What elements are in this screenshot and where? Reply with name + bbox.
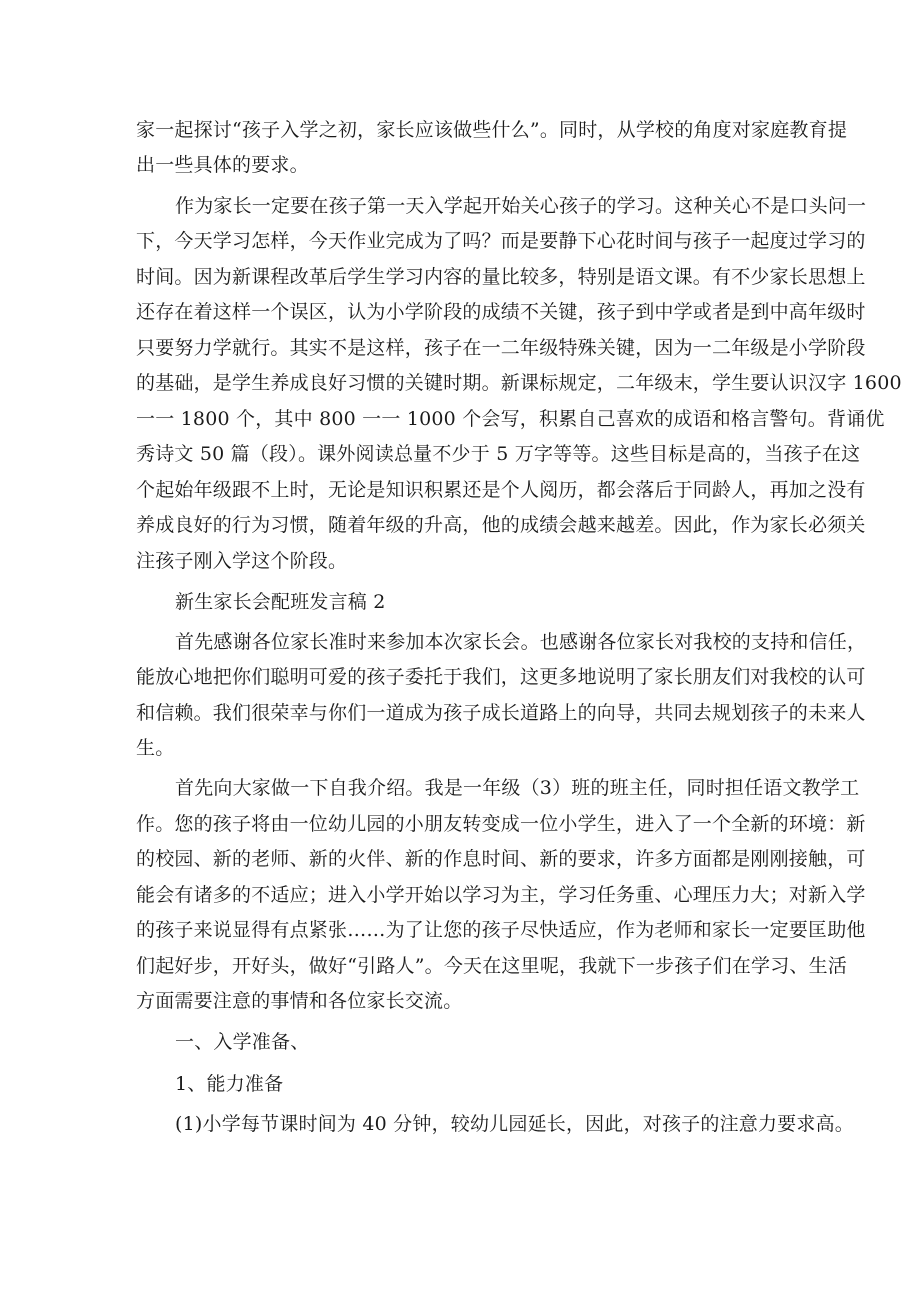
text-line: 能会有诸多的不适应；进入小学开始以学习为主，学习任务重、心理压力大；对新入学 — [136, 884, 866, 906]
text-line: 注孩子刚入学这个阶段。 — [136, 550, 348, 572]
text-line: 家一起探讨“孩子入学之初，家长应该做些什么”。同时，从学校的角度对家庭教育提 — [136, 119, 848, 141]
text-line: 出一些具体的要求。 — [136, 154, 309, 176]
text-line: 们起好步，开好头，做好“引路人”。今天在这里呢，我就下一步孩子们在学习、生活 — [136, 955, 848, 977]
text-line: 秀诗文 50 篇（段）。课外阅读总量不少于 5 万字等等。这些目标是高的，当孩子在这 — [136, 443, 861, 465]
text-line: 只要努力学就行。其实不是这样，孩子在一二年级特殊关键，因为一二年级是小学阶段 — [136, 337, 866, 359]
section-heading: 新生家长会配班发言稿 2 — [175, 591, 386, 613]
text-line: 一一 1800 个，其中 800 一一 1000 个会写，积累自己喜欢的成语和格言警句。背诵优 — [136, 408, 885, 430]
text-line: 方面需要注意的事情和各位家长交流。 — [136, 990, 463, 1012]
text-line: 个起始年级跟不上时，无论是知识积累还是个人阅历，都会落后于同龄人，再加之没有 — [136, 479, 866, 501]
section-heading: 一、入学准备、 — [175, 1031, 310, 1053]
text-line: 养成良好的行为习惯，随着年级的升高，他的成绩会越来越差。因此，作为家长必须关 — [136, 514, 866, 536]
text-line: 作为家长一定要在孩子第一天入学起开始关心孩子的学习。这种关心不是口头问一 — [175, 195, 867, 217]
text-line: 还存在着这样一个误区，认为小学阶段的成绩不关键，孩子到中学或者是到中高年级时 — [136, 301, 866, 323]
text-line: 作。您的孩子将由一位幼儿园的小朋友转变成一位小学生，进入了一个全新的环境：新 — [136, 813, 866, 835]
text-line: 下，今天学习怎样，今天作业完成为了吗？而是要静下心花时间与孩子一起度过学习的 — [136, 230, 866, 252]
text-line: (1)小学每节课时间为 40 分钟，较幼儿园延长，因此，对孩子的注意力要求高。 — [175, 1113, 854, 1135]
text-line: 和信赖。我们很荣幸与你们一道成为孩子成长道路上的向导，共同去规划孩子的未来人 — [136, 702, 866, 724]
text-line: 时间。因为新课程改革后学生学习内容的量比较多，特别是语文课。有不少家长思想上 — [136, 266, 866, 288]
text-line: 的孩子来说显得有点紧张……为了让您的孩子尽快适应，作为老师和家长一定要匡助他 — [136, 919, 866, 941]
subsection-heading: 1、能力准备 — [175, 1073, 284, 1095]
text-line: 的校园、新的老师、新的火伴、新的作息时间、新的要求，许多方面都是刚刚接触，可 — [136, 848, 866, 870]
text-line: 首先向大家做一下自我介绍。我是一年级（3）班的班主任，同时担任语文教学工 — [175, 777, 860, 799]
text-line: 的基础，是学生养成良好习惯的关键时期。新课标规定，二年级末，学生要认识汉字 1600 — [136, 372, 902, 394]
text-line: 能放心地把你们聪明可爱的孩子委托于我们，这更多地说明了家长朋友们对我校的认可 — [136, 666, 866, 688]
text-line: 生。 — [136, 737, 175, 759]
text-line: 首先感谢各位家长准时来参加本次家长会。也感谢各位家长对我校的支持和信任， — [175, 631, 867, 653]
